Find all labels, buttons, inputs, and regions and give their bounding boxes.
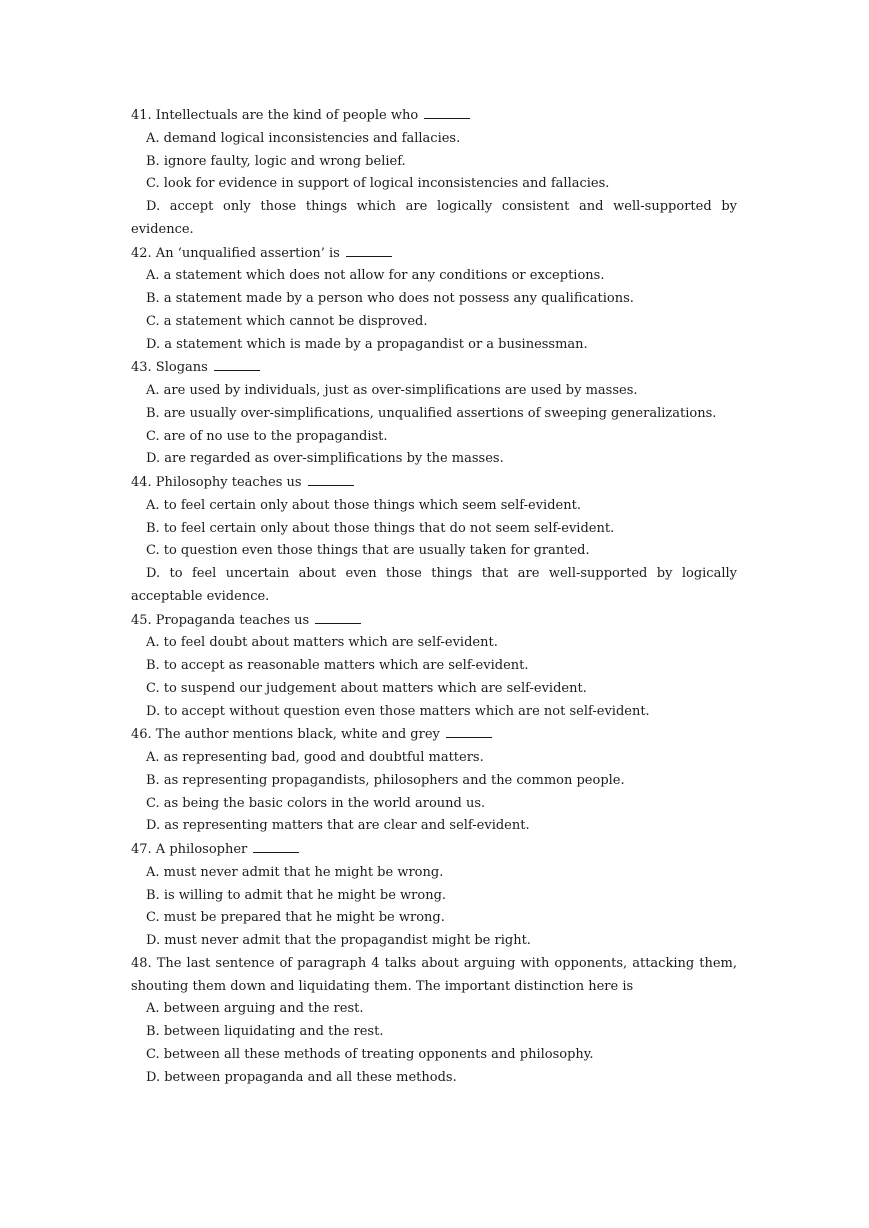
- question-46-option-d: D. as representing matters that are clear and self-evident.: [146, 818, 530, 834]
- question-42-option-a: A. a statement which does not allow for any conditions or exceptions.: [146, 268, 605, 284]
- question-text: 42. An ‘unqualified assertion’ is: [131, 245, 340, 261]
- question-47-option-a: A. must never admit that he might be wrong.: [146, 864, 444, 880]
- answer-blank: [346, 242, 392, 257]
- question-page: [131, 104, 737, 1089]
- question-45-option-c: C. to suspend our judgement about matters which are self-evident.: [146, 680, 587, 696]
- question-text: 47. A philosopher: [131, 842, 248, 857]
- question-42-option-c: C. a statement which cannot be disproved.: [146, 313, 428, 329]
- question-46-option-a: A. as representing bad, good and doubtful matters.: [146, 750, 484, 765]
- question-43-option-b: B. are usually over-simplifications, unqualified assertions of sweeping generalizations.: [146, 405, 717, 421]
- question-47-option-d: D. must never admit that the propagandist might be right.: [146, 933, 531, 948]
- answer-blank: [308, 471, 354, 486]
- question-48-stem: 48. The last sentence of paragraph 4 talks about arguing with opponents, attacking them, shouting them down and liquidating them. The important distinction here is: [131, 955, 737, 994]
- question-47-option-c: C. must be prepared that he might be wrong.: [146, 910, 445, 926]
- question-42-stem: [131, 242, 737, 266]
- question-45-option-a: A. to feel doubt about matters which are self-evident.: [146, 635, 498, 651]
- question-43-option-a: A. are used by individuals, just as over-simplifications are used by masses.: [146, 383, 638, 398]
- question-41-stem: [131, 104, 737, 128]
- question-44-option-d: D. to feel uncertain about even those things that are well-supported by logically acceptable evidence.: [131, 566, 737, 604]
- question-48-option-a: A. between arguing and the rest.: [146, 1001, 364, 1017]
- answer-blank: [253, 838, 299, 853]
- question-47-stem: [131, 838, 737, 862]
- question-48-option-b: B. between liquidating and the rest.: [146, 1024, 384, 1039]
- question-text: 46. The author mentions black, white and grey: [131, 727, 440, 743]
- question-42-option-d: D. a statement which is made by a propagandist or a businessman.: [146, 336, 588, 352]
- question-43-option-c: C. are of no use to the propagandist.: [146, 428, 388, 444]
- answer-blank: [214, 356, 260, 371]
- question-text: 44. Philosophy teaches us: [131, 475, 302, 490]
- question-46-stem: [131, 723, 737, 747]
- question-43-stem: [131, 356, 737, 380]
- question-text: 45. Propaganda teaches us: [131, 612, 310, 628]
- question-45-option-d: D. to accept without question even those matters which are not self-evident.: [146, 703, 650, 719]
- answer-blank: [446, 723, 492, 738]
- question-44-option-a: A. to feel certain only about those things which seem self-evident.: [146, 497, 581, 513]
- question-text: 43. Slogans: [131, 360, 208, 376]
- question-44-stem: [131, 471, 737, 495]
- answer-blank: [424, 104, 470, 119]
- question-48-option-c: C. between all these methods of treating opponents and philosophy.: [146, 1046, 594, 1062]
- question-41-option-a: A. demand logical inconsistencies and fallacies.: [146, 130, 461, 146]
- question-44-option-c: C. to question even those things that are usually taken for granted.: [146, 543, 590, 559]
- question-46-option-c: C. as being the basic colors in the world around us.: [146, 795, 486, 811]
- question-41-option-d: D. accept only those things which are logically consistent and well-supported by evidence.: [131, 199, 737, 237]
- question-45-stem: [131, 609, 737, 633]
- question-45-option-b: B. to accept as reasonable matters which are self-evident.: [146, 658, 529, 673]
- question-42-option-b: B. a statement made by a person who does not possess any qualifications.: [146, 291, 634, 306]
- question-41-option-b: B. ignore faulty, logic and wrong belief.: [146, 153, 406, 169]
- question-48-option-d: D. between propaganda and all these methods.: [146, 1069, 457, 1085]
- question-41-option-c: C. look for evidence in support of logical inconsistencies and fallacies.: [146, 176, 610, 192]
- question-46-option-b: B. as representing propagandists, philosophers and the common people.: [146, 772, 625, 788]
- question-43-option-d: D. are regarded as over-simplifications by the masses.: [146, 451, 504, 467]
- question-47-option-b: B. is willing to admit that he might be wrong.: [146, 887, 447, 903]
- answer-blank: [315, 609, 361, 624]
- question-44-option-b: B. to feel certain only about those things that do not seem self-evident.: [146, 520, 615, 536]
- question-text: 41. Intellectuals are the kind of people who: [131, 108, 419, 123]
